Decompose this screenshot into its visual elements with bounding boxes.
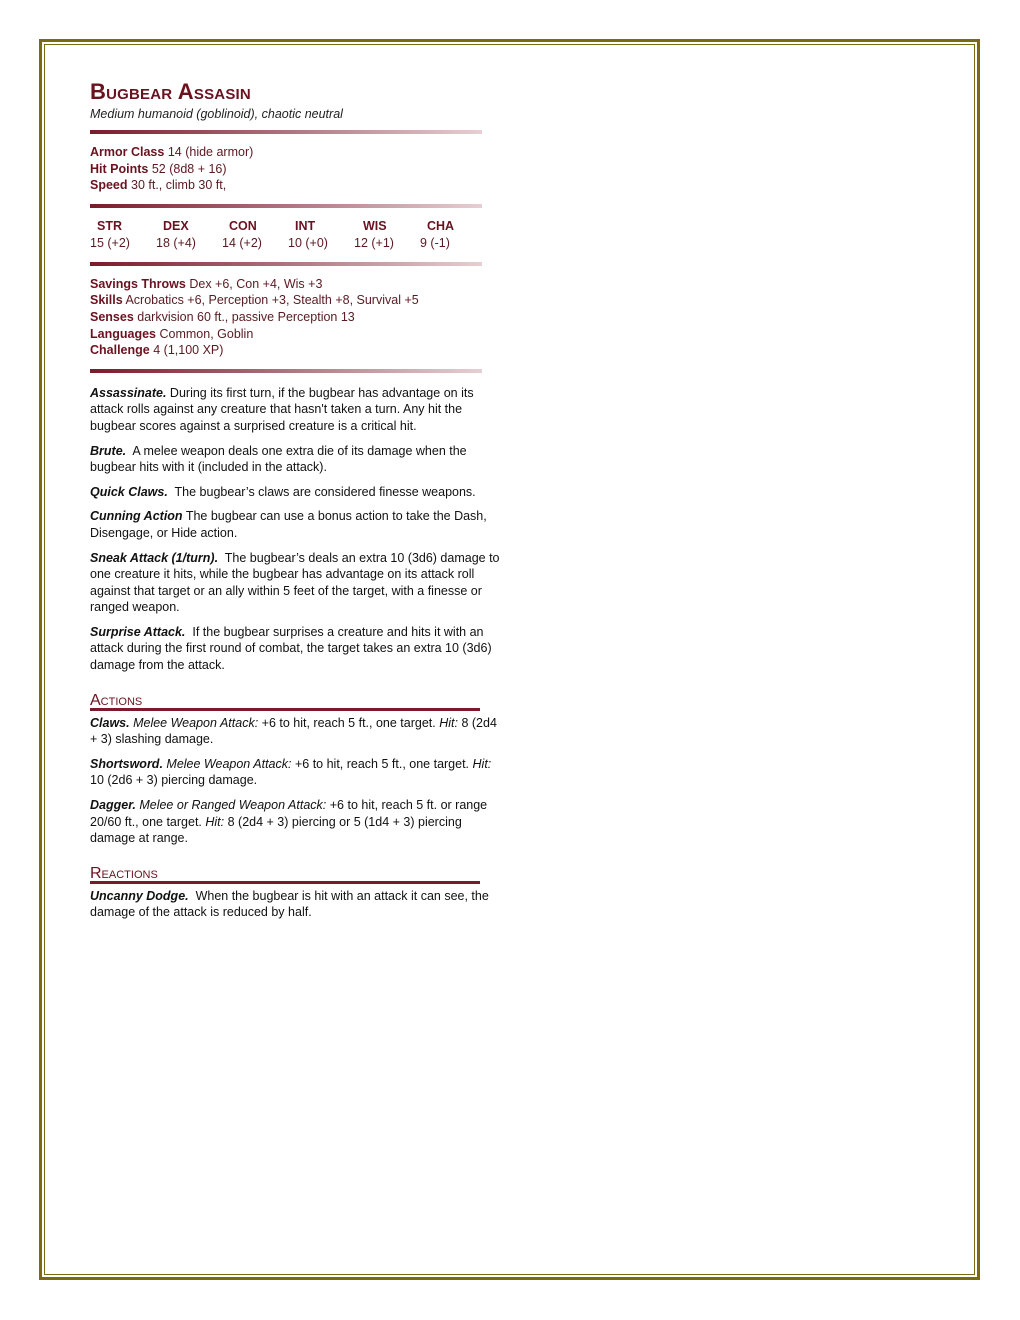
actions xyxy=(90,715,500,847)
languages: Languages Common, Goblin xyxy=(90,326,254,341)
ability-con-value: 14 (+2) xyxy=(222,235,262,250)
ability-dex-label: DEX xyxy=(163,218,189,233)
ability-cha-label: CHA xyxy=(427,218,455,233)
detail-stats xyxy=(90,276,500,359)
ability-str-value: 15 (+2) xyxy=(90,235,130,250)
tapered-rule xyxy=(90,204,482,208)
trait-surprise-attack: Surprise Attack. If the bugbear surprises a creature and hits it with an attack during the first round of combat, the target takes an extra 10 (3d6) damage from the attack. xyxy=(90,624,492,673)
ability-int-label: INT xyxy=(295,218,316,233)
basic-stats xyxy=(90,144,500,194)
senses: Senses darkvision 60 ft., passive Perception 13 xyxy=(90,309,355,324)
tapered-rule xyxy=(90,369,482,373)
saving-throws: Savings Throws Dex +6, Con +4, Wis +3 xyxy=(90,276,323,291)
ability-str-label: STR xyxy=(97,218,122,233)
ability-scores xyxy=(90,218,500,252)
challenge: Challenge 4 (1,100 XP) xyxy=(90,343,224,358)
reactions xyxy=(90,888,500,921)
skills: Skills Acrobatics +6, Perception +3, Stealth +8, Survival +5 xyxy=(90,293,419,308)
trait-cunning-action: Cunning Action The bugbear can use a bonus action to take the Dash, Disengage, or Hide action. xyxy=(90,509,487,540)
tapered-rule xyxy=(90,130,482,134)
action-claws: Claws. Melee Weapon Attack: +6 to hit, reach 5 ft., one target. Hit: 8 (2d4 + 3) slashing damage. xyxy=(90,715,497,747)
actions-title: Actions xyxy=(90,691,143,709)
ability-values xyxy=(90,235,500,252)
armor-class: Armor Class 14 (hide armor) xyxy=(90,145,254,159)
stat-block xyxy=(90,78,500,929)
tapered-rule xyxy=(90,262,482,266)
ability-headers xyxy=(90,218,500,235)
trait-quick-claws: Quick Claws. The bugbear’s claws are considered finesse weapons. xyxy=(90,484,476,499)
ability-cha-value: 9 (-1) xyxy=(420,235,450,250)
ability-wis-label: WIS xyxy=(363,218,387,233)
speed: Speed 30 ft., climb 30 ft, xyxy=(90,178,227,193)
actions-header xyxy=(90,692,500,711)
reaction-uncanny-dodge: Uncanny Dodge. When the bugbear is hit with an attack it can see, the damage of the attack is reduced by half. xyxy=(90,888,489,920)
ability-int-value: 10 (+0) xyxy=(288,235,328,250)
trait-assassinate: Assassinate. During its first turn, if the bugbear has advantage on its attack rolls against any creature that hasn't taken a turn. Any hit the bugbear scores against a surprised creature is a critical hit. xyxy=(90,385,474,433)
trait-brute: Brute. A melee weapon deals one extra die of its damage when the bugbear hits with it (included in the attack). xyxy=(90,443,467,475)
ability-wis-value: 12 (+1) xyxy=(354,235,394,250)
hit-points: Hit Points 52 (8d8 + 16) xyxy=(90,161,227,176)
monster-name: Bugbear Assasin xyxy=(90,79,251,104)
monster-meta: Medium humanoid (goblinoid), chaotic neutral xyxy=(90,107,343,121)
reactions-title: Reactions xyxy=(90,864,158,882)
reactions-header xyxy=(90,865,500,884)
ability-con-label: CON xyxy=(229,218,257,233)
traits xyxy=(90,385,500,674)
ability-dex-value: 18 (+4) xyxy=(156,235,196,250)
trait-sneak-attack: Sneak Attack (1/turn). The bugbear’s deals an extra 10 (3d6) damage to one creature it hits, while the bugbear has advantage on its attack roll against that target or an ally within 5 feet of the target, with a finesse or ranged weapon. xyxy=(90,550,500,615)
action-dagger: Dagger. Melee or Ranged Weapon Attack: +6 to hit, reach 5 ft. or range 20/60 ft., one target. Hit: 8 (2d4 + 3) piercing or 5 (1d4 + 3) piercing damage at range. xyxy=(90,798,488,846)
section-rule xyxy=(90,708,480,711)
action-shortsword: Shortsword. Melee Weapon Attack: +6 to hit, reach 5 ft., one target. Hit: 10 (2d6 + 3) piercing damage. xyxy=(90,756,492,788)
